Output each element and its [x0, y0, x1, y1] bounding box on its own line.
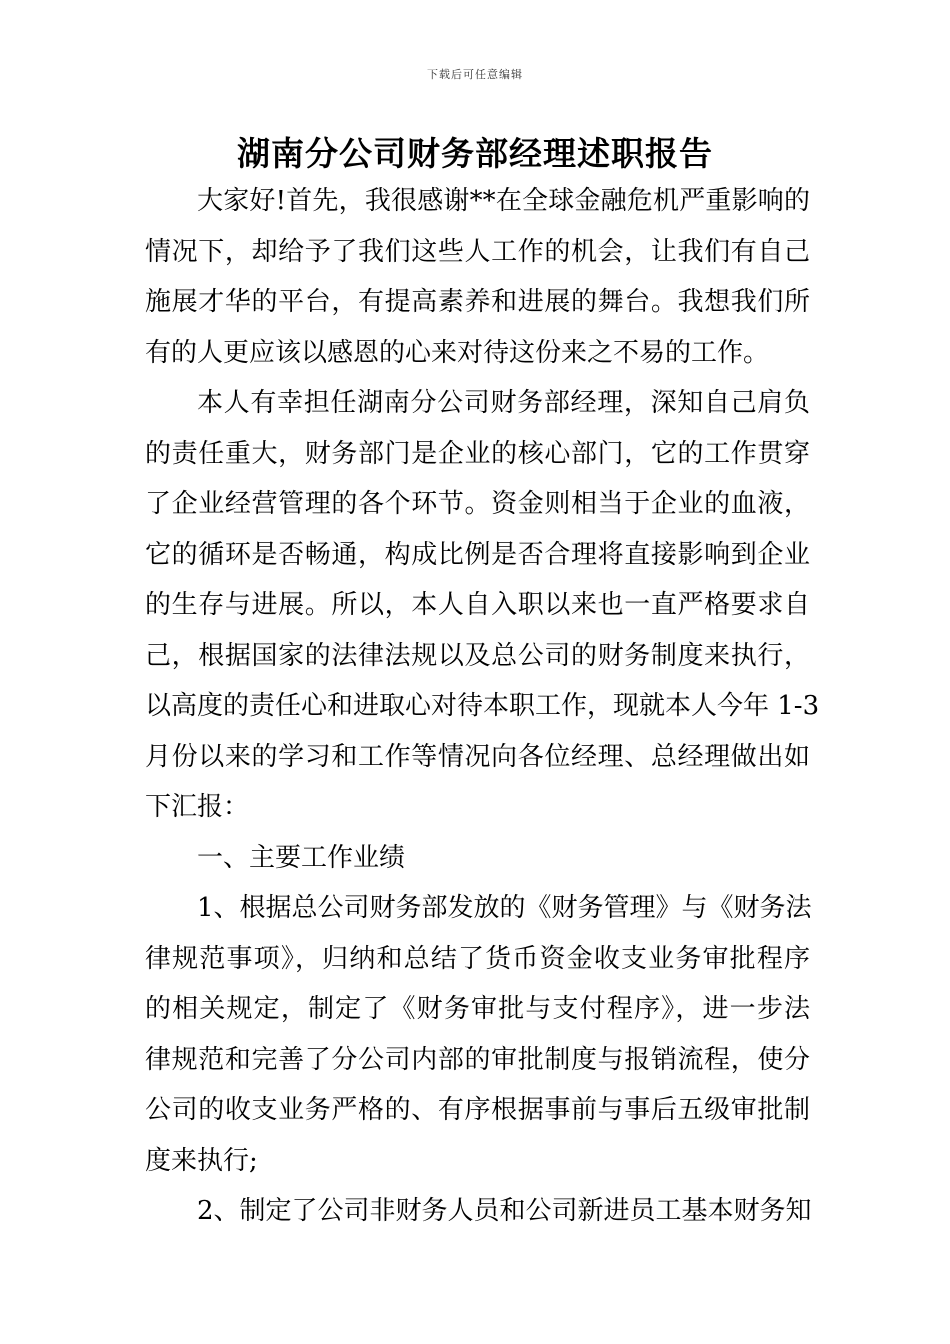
body-line: 了企业经营管理的各个环节。资金则相当于企业的血液， [145, 489, 810, 519]
body-line: 有的人更应该以感恩的心来对待这份来之不易的工作。 [145, 337, 770, 368]
body-line: 情况下，却给予了我们这些人工作的机会，让我们有自己 [145, 236, 810, 267]
body-line: 2、制定了公司非财务人员和公司新进员工基本财务知 [197, 1196, 812, 1226]
body-line: 的生存与进展。所以，本人自入职以来也一直严格要求自 [145, 590, 810, 620]
body-line: 律规范和完善了分公司内部的审批制度与报销流程，使分 [145, 1044, 810, 1075]
body-line: 大家好!首先，我很感谢**在全球金融危机严重影响的 [197, 186, 810, 216]
header-note: 下载后可任意编辑 [427, 68, 523, 81]
body-line: 1、根据总公司财务部发放的《财务管理》与《财务法 [197, 893, 812, 923]
body-line: 律规范事项》，归纳和总结了货币资金收支业务审批程序 [145, 943, 810, 974]
body-line: 它的循环是否畅通，构成比例是否合理将直接影响到企业 [145, 539, 810, 570]
body-line: 度来执行; [145, 1145, 258, 1176]
document-title: 湖南分公司财务部经理述职报告 [237, 134, 713, 173]
body-line: 以高度的责任心和进取心对待本职工作，现就本人今年 1-3 [145, 691, 820, 721]
body-line: 本人有幸担任湖南分公司财务部经理，深知自己肩负 [197, 388, 810, 418]
body-line: 下汇报： [145, 792, 250, 822]
body-line: 的责任重大，财务部门是企业的核心部门，它的工作贯穿 [145, 438, 810, 469]
body-line: 公司的收支业务严格的、有序根据事前与事后五级审批制 [145, 1095, 810, 1125]
body-line: 月份以来的学习和工作等情况向各位经理、总经理做出如 [145, 741, 810, 772]
body-line: 的相关规定，制定了《财务审批与支付程序》，进一步法 [145, 994, 810, 1024]
body-line: 一、主要工作业绩 [197, 842, 406, 873]
document-body [145, 176, 820, 1237]
body-line: 己，根据国家的法律法规以及总公司的财务制度来执行， [145, 640, 810, 671]
body-line: 施展才华的平台，有提高素养和进展的舞台。我想我们所 [145, 287, 810, 317]
